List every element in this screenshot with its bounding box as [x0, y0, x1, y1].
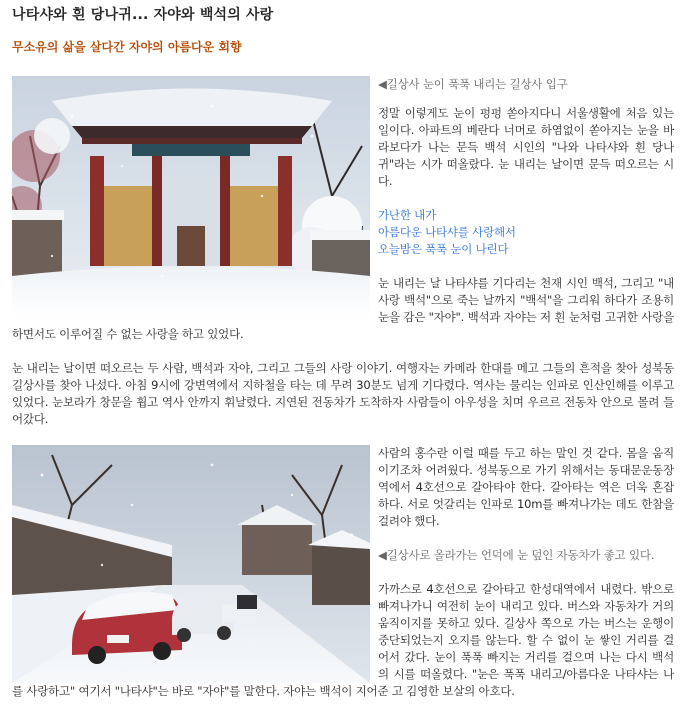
paragraph-baekseok-jaya: 눈 내리는 날 나타샤를 기다리는 천재 시인 백석, 그리고 "내 사랑 백석"으로 죽는 날까지 "백석"을 그리워 하다가 조용히 눈을 감은 "자야". 백석과 자야는 저 흰 눈처럼 고귀한 사랑을 하면서도 이루어질 수 없는 사랑을 하고 있었다. [12, 276, 674, 341]
paragraph-walk-in-snow: 가까스로 4호선으로 갈아타고 한성대역에서 내렸다. 밖으로 빠져나가니 여전히 눈이 내리고 있다. 버스와 자동차가 거의 움직이지를 못하고 있다. 길상사 쪽으로 가는 버스는 운행이 중단되었는지 오지를 않는다. 할 수 없이 눈 쌓인 거리를 걸어서 갔다. 눈이 푹푹 빠지는 거리를 걸으며 나는 다시 백석의 시를 떠올렸다. "눈은 푹푹 내리고/아름다운 나타샤는 나를 사랑하고" 여기서 "나타샤"는 바로 "자야"를 말한다. 자야는 백석이 지어준 고 김영한 보살의 아호다. [12, 582, 674, 698]
paragraph-subway-journey: 눈 내리는 날이면 떠오르는 두 사람, 백석과 자야, 그리고 그들의 사랑 이야기. 여행자는 카메라 한대를 메고 그들의 흔적을 찾아 성북동 길상사를 찾아 나섰다. 아침 9시에 강변역에서 지하철을 타는 데 무려 30분도 넘게 기다렸다. 역사는 물리는 인파로 인산인해를 이루고 있었다. 눈보라가 창문을 휩고 역사 안까지 휘날렸다. 지연된 전동차가 도착하자 사람들이 아우성을 치며 우르르 전동차 안으로 몰려 들어갔다. [12, 361, 674, 426]
photo-caption-street: ◀길상사로 올라가는 언덕에 눈 덮인 자동차가 좋고 있다. [378, 548, 655, 562]
temple-gate-photo [12, 76, 370, 317]
section-snowy-road [12, 445, 674, 700]
poem-line-2: 아름다운 나타샤를 사랑해서 [378, 225, 516, 239]
snowy-street-photo [12, 445, 370, 683]
paragraph-first-snow: 정말 이렇게도 눈이 펑펑 쏟아지다니 서울생활에 처음 있는 일이다. 아파트의 베란다 너머로 하염없이 쏟아지는 눈을 바라보다가 나는 문득 백석 시인의 "나와 나타샤와 흰 당나귀"라는 시가 떠올랐다. 눈 내리는 날이면 문득 떠오르는 시다. [378, 106, 674, 188]
photo-caption-temple: ◀길상사 눈이 푹푹 내리는 길상사 입구 [378, 77, 568, 91]
paragraph-crowd: 사람의 홍수란 이럴 때를 두고 하는 말인 것 같다. 몸을 움직이기조차 어려웠다. 성북동으로 가기 위해서는 동대문운동장역에서 4호선으로 갈아타야 한다. 갈아타는 역은 더욱 혼잡하다. 서로 엇갈리는 인파로 10m를 빠져나가는 데도 한참을 걸려야 했다. [378, 446, 674, 528]
temple-gate-illustration [12, 76, 370, 317]
article-title: 나타샤와 흰 당나귀... 자야와 백석의 사랑 [12, 7, 274, 23]
snowy-street-illustration [12, 445, 370, 683]
poem-line-3: 오늘밤은 푹푹 눈이 나린다 [378, 242, 509, 256]
section-journey [12, 360, 674, 428]
poem-line-1: 가난한 내가 [378, 208, 436, 222]
section-temple-entrance [12, 76, 674, 343]
article-subtitle: 무소유의 삶을 살다간 자야의 아름다운 회향 [12, 40, 242, 54]
